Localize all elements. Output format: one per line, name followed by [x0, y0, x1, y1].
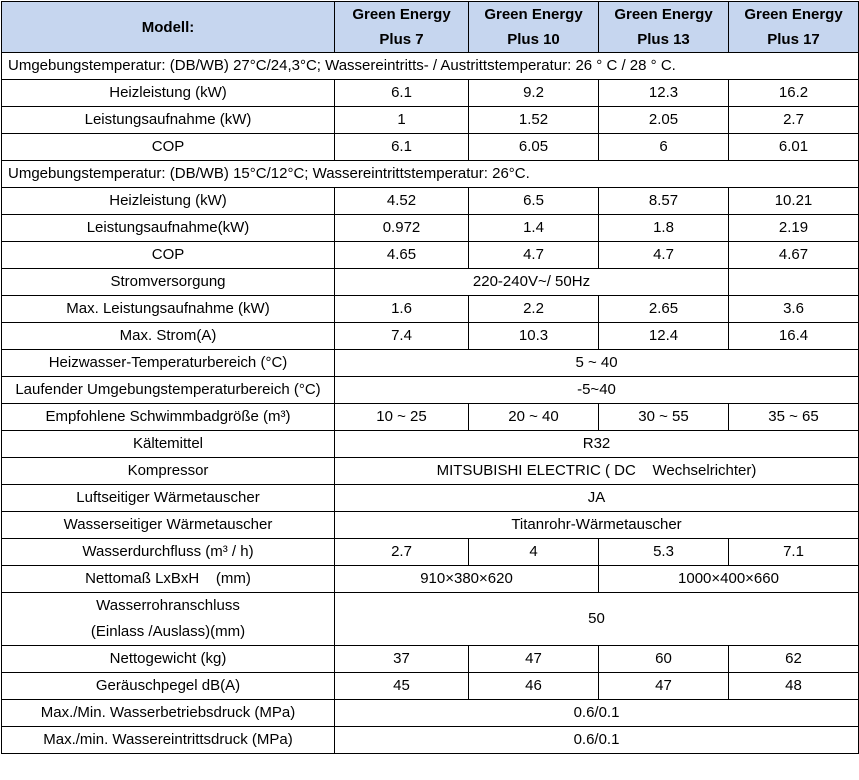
- row-label: Kompressor: [2, 458, 335, 485]
- table-row: [2, 673, 859, 700]
- cell-value: 0.6/0.1: [335, 727, 859, 754]
- table-row: [2, 727, 859, 754]
- cell-value: 3.6: [729, 296, 859, 323]
- table-row: [2, 269, 859, 296]
- cell-value: 45: [335, 673, 469, 700]
- cell-value: 1: [335, 107, 469, 134]
- cell-value: 220-240V~/ 50Hz: [335, 269, 729, 296]
- cell-value: 10.3: [469, 323, 599, 350]
- row-label-line: Wasserrohranschluss: [96, 597, 240, 614]
- cell-value: 4.7: [469, 242, 599, 269]
- cell-value: 12.4: [599, 323, 729, 350]
- table-row: [2, 323, 859, 350]
- cell-value: 47: [469, 646, 599, 673]
- cell-value: 1.8: [599, 215, 729, 242]
- row-label: Heizleistung (kW): [2, 188, 335, 215]
- model-name: Green Energy: [352, 6, 451, 23]
- cell-value: MITSUBISHI ELECTRIC ( DC Wechselrichter): [335, 458, 859, 485]
- condition-2-text: Umgebungstemperatur: (DB/WB) 15°C/12°C; Wassereintrittstemperatur: 26°C.: [2, 161, 859, 188]
- model-header-plus-13: [599, 2, 729, 53]
- cell-value: Titanrohr-Wärmetauscher: [335, 512, 859, 539]
- table-row: [2, 539, 859, 566]
- table-row: [2, 512, 859, 539]
- cell-value: 910×380×620: [335, 566, 599, 593]
- cell-value: 6.5: [469, 188, 599, 215]
- cell-value: 1.4: [469, 215, 599, 242]
- row-label: Kältemittel: [2, 431, 335, 458]
- model-label: Modell:: [2, 2, 335, 53]
- cell-value: 1.6: [335, 296, 469, 323]
- row-label: Laufender Umgebungstemperaturbereich (°C): [2, 377, 335, 404]
- cell-value: 2.19: [729, 215, 859, 242]
- cell-value: 0.972: [335, 215, 469, 242]
- table-row: [2, 188, 859, 215]
- cell-value: 30 ~ 55: [599, 404, 729, 431]
- table-row: [2, 404, 859, 431]
- cell-value: 47: [599, 673, 729, 700]
- model-name: Green Energy: [484, 6, 583, 23]
- row-label: Max. Strom(A): [2, 323, 335, 350]
- model-header-plus-17: [729, 2, 859, 53]
- cell-value: 35 ~ 65: [729, 404, 859, 431]
- row-label: Stromversorgung: [2, 269, 335, 296]
- cell-value: 0.6/0.1: [335, 700, 859, 727]
- table-row: [2, 377, 859, 404]
- cell-value: 7.4: [335, 323, 469, 350]
- condition-1-text: Umgebungstemperatur: (DB/WB) 27°C/24,3°C; Wassereintritts- / Austrittstemperatur: 26 ° C / 28 ° C.: [2, 53, 859, 80]
- cell-value: 4.7: [599, 242, 729, 269]
- cell-value: 16.4: [729, 323, 859, 350]
- table-row: [2, 646, 859, 673]
- cell-value: 9.2: [469, 80, 599, 107]
- table-row: [2, 215, 859, 242]
- table-row: [2, 700, 859, 727]
- table-row: [2, 431, 859, 458]
- header-row: [2, 2, 859, 53]
- cell-empty: [729, 269, 859, 296]
- row-label-line: (Einlass /Auslass)(mm): [90, 623, 246, 640]
- cell-value: 37: [335, 646, 469, 673]
- row-label: [2, 593, 335, 646]
- cell-value: 4: [469, 539, 599, 566]
- row-label: Max. Leistungsaufnahme (kW): [2, 296, 335, 323]
- cell-value: 1000×400×660: [599, 566, 859, 593]
- row-label: Wasserseitiger Wärmetauscher: [2, 512, 335, 539]
- cell-value: R32: [335, 431, 859, 458]
- cell-value: 2.65: [599, 296, 729, 323]
- model-variant: Plus 13: [637, 31, 690, 48]
- model-header-plus-7: [335, 2, 469, 53]
- cell-value: 60: [599, 646, 729, 673]
- row-label: Luftseitiger Wärmetauscher: [2, 485, 335, 512]
- cell-value: 6.1: [335, 134, 469, 161]
- table-row: [2, 350, 859, 377]
- cell-value: -5~40: [335, 377, 859, 404]
- row-label: Geräuschpegel dB(A): [2, 673, 335, 700]
- model-variant: Plus 10: [507, 31, 560, 48]
- cell-value: JA: [335, 485, 859, 512]
- table-row: [2, 485, 859, 512]
- row-label: Leistungsaufnahme (kW): [2, 107, 335, 134]
- model-variant: Plus 7: [379, 31, 424, 48]
- condition-row: [2, 161, 859, 188]
- cell-value: 4.65: [335, 242, 469, 269]
- row-label: Nettomaß LxBxH (mm): [2, 566, 335, 593]
- cell-value: 6.1: [335, 80, 469, 107]
- table-row: [2, 80, 859, 107]
- cell-value: 20 ~ 40: [469, 404, 599, 431]
- cell-value: 6.01: [729, 134, 859, 161]
- cell-value: 10 ~ 25: [335, 404, 469, 431]
- table-row: [2, 458, 859, 485]
- cell-value: 6: [599, 134, 729, 161]
- cell-value: 4.52: [335, 188, 469, 215]
- row-label: Max./min. Wassereintrittsdruck (MPa): [2, 727, 335, 754]
- cell-value: 62: [729, 646, 859, 673]
- row-label: Empfohlene Schwimmbadgröße (m³): [2, 404, 335, 431]
- cell-value: 46: [469, 673, 599, 700]
- row-label: Leistungsaufnahme(kW): [2, 215, 335, 242]
- row-label: Heizleistung (kW): [2, 80, 335, 107]
- model-name: Green Energy: [614, 6, 713, 23]
- row-label: Wasserdurchfluss (m³ / h): [2, 539, 335, 566]
- spec-table: [1, 1, 859, 754]
- cell-value: 8.57: [599, 188, 729, 215]
- cell-value: 48: [729, 673, 859, 700]
- cell-value: 12.3: [599, 80, 729, 107]
- cell-value: 1.52: [469, 107, 599, 134]
- row-label: COP: [2, 242, 335, 269]
- cell-value: 2.05: [599, 107, 729, 134]
- model-name: Green Energy: [744, 6, 843, 23]
- cell-value: 10.21: [729, 188, 859, 215]
- row-label: Heizwasser-Temperaturbereich (°C): [2, 350, 335, 377]
- row-label: Max./Min. Wasserbetriebsdruck (MPa): [2, 700, 335, 727]
- cell-value: 2.2: [469, 296, 599, 323]
- cell-value: 50: [335, 593, 859, 646]
- model-variant: Plus 17: [767, 31, 820, 48]
- table-row: [2, 593, 859, 646]
- cell-value: 2.7: [335, 539, 469, 566]
- row-label: Nettogewicht (kg): [2, 646, 335, 673]
- table-row: [2, 566, 859, 593]
- cell-value: 5 ~ 40: [335, 350, 859, 377]
- model-header-plus-10: [469, 2, 599, 53]
- row-label: COP: [2, 134, 335, 161]
- table-row: [2, 134, 859, 161]
- table-row: [2, 296, 859, 323]
- condition-row: [2, 53, 859, 80]
- cell-value: 16.2: [729, 80, 859, 107]
- table-row: [2, 107, 859, 134]
- table-row: [2, 242, 859, 269]
- cell-value: 5.3: [599, 539, 729, 566]
- cell-value: 4.67: [729, 242, 859, 269]
- cell-value: 7.1: [729, 539, 859, 566]
- cell-value: 6.05: [469, 134, 599, 161]
- cell-value: 2.7: [729, 107, 859, 134]
